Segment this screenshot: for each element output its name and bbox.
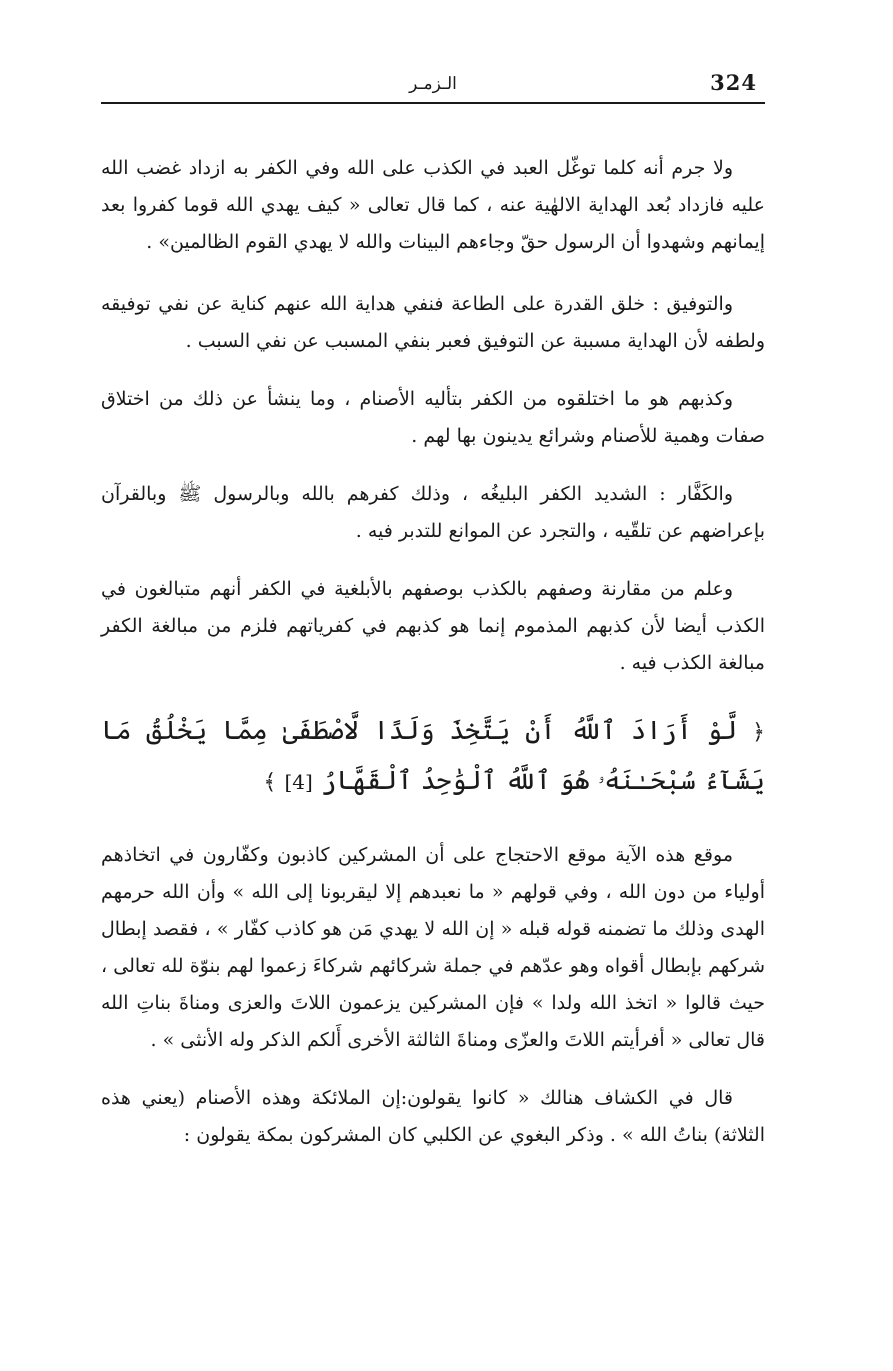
paragraph: والتوفيق : خلق القدرة على الطاعة فنفي هداية الله عنهم كناية عن نفي توفيقه ولطفه لأن الهداية مسببة عن التوفيق فعبر بنفي المسبب عن نفي السبب .	[101, 293, 765, 352]
paragraph: قال في الكشاف هنالك « كانوا يقولون:إن الملائكة وهذه الأصنام (يعني هذه الثلاثة) بناتُ الله » . وذكر البغوي عن الكلبي كان المشركون بمكة يقولون :	[101, 1087, 765, 1146]
paragraph: وكذبهم هو ما اختلقوه من الكفر بتأليه الأصنام ، وما ينشأ عن ذلك من اختلاق صفات وهمية للأصنام وشرائع يدينون بها لهم .	[101, 388, 765, 447]
paragraph: ولا جرم أنه كلما توغّل العبد في الكذب على الله وفي الكفر به ازداد غضب الله عليه فازداد بُعد الهداية الالهٰية عنه ، كما قال تعالى « كيف يهدي الله قوما كفروا بعد إيمانهم وشهدوا أن الرسول حقّ وجاءهم البينات والله لا يهدي القوم الظالمين» .	[101, 157, 765, 253]
verse-number: [4]	[284, 770, 313, 794]
paragraph: والكَفَّار : الشديد الكفر البليغُه ، وذلك كفرهم بالله وبالرسول ﷺ وبالقرآن بإعراضهم عن تلقّيه ، والتجرد عن الموانع للتدبر فيه .	[101, 483, 765, 542]
page-body	[101, 150, 765, 1179]
verse-close-bracket: ﴾	[263, 770, 277, 795]
verse-text: لَّوْ أَرَادَ ٱللَّهُ أَنْ يَتَّخِذَ وَلَدًا لَّاصْطَفَىٰ مِمَّا يَخْلُقُ مَا يَشَآءُ سُبْحَـٰنَهُۥ هُوَ ٱللَّهُ ٱلْوَٰحِدُ ٱلْقَهَّارُ	[101, 716, 765, 796]
page-number: 324	[710, 70, 757, 95]
quran-verse	[101, 707, 765, 807]
paragraph: وعلم من مقارنة وصفهم بالكذب بوصفهم بالأبلغية في الكفر أنهم متبالغون في الكذب أيضا لأن كذبهم المذموم إنما هو كذبهم في كفرياتهم فلزم من مبالغة الكفر مبالغة الكذب فيه .	[101, 578, 765, 674]
verse-open-bracket: ﴿	[752, 720, 765, 745]
page-header	[101, 66, 765, 104]
surah-name: الـزمـر	[409, 74, 457, 94]
paragraph: موقع هذه الآية موقع الاحتجاج على أن المشركين كاذبون وكفّارون في اتخاذهم أولياء من دون الله ، وفي قولهم « ما نعبدهم إلا ليقربونا إلى الله » وأن الله حرمهم الهدى وذلك ما تضمنه قوله قبله « إن الله لا يهدي مَن هو كاذب كفّار » ، فقصد إبطال شركهم بإبطال أقواه وهو عدّهم في جملة شركائهم شركاءَ زعموا لهم بنوّة لله تعالى ، حيث قالوا « اتخذ الله ولدا » فإن المشركين يزعمون اللاتَ والعزى ومناةَ بناتِ الله قال تعالى « أفرأيتم اللاتَ والعزّى ومناةَ الثالثة الأخرى أَلكم الذكر وله الأنثى » .	[101, 844, 765, 1051]
